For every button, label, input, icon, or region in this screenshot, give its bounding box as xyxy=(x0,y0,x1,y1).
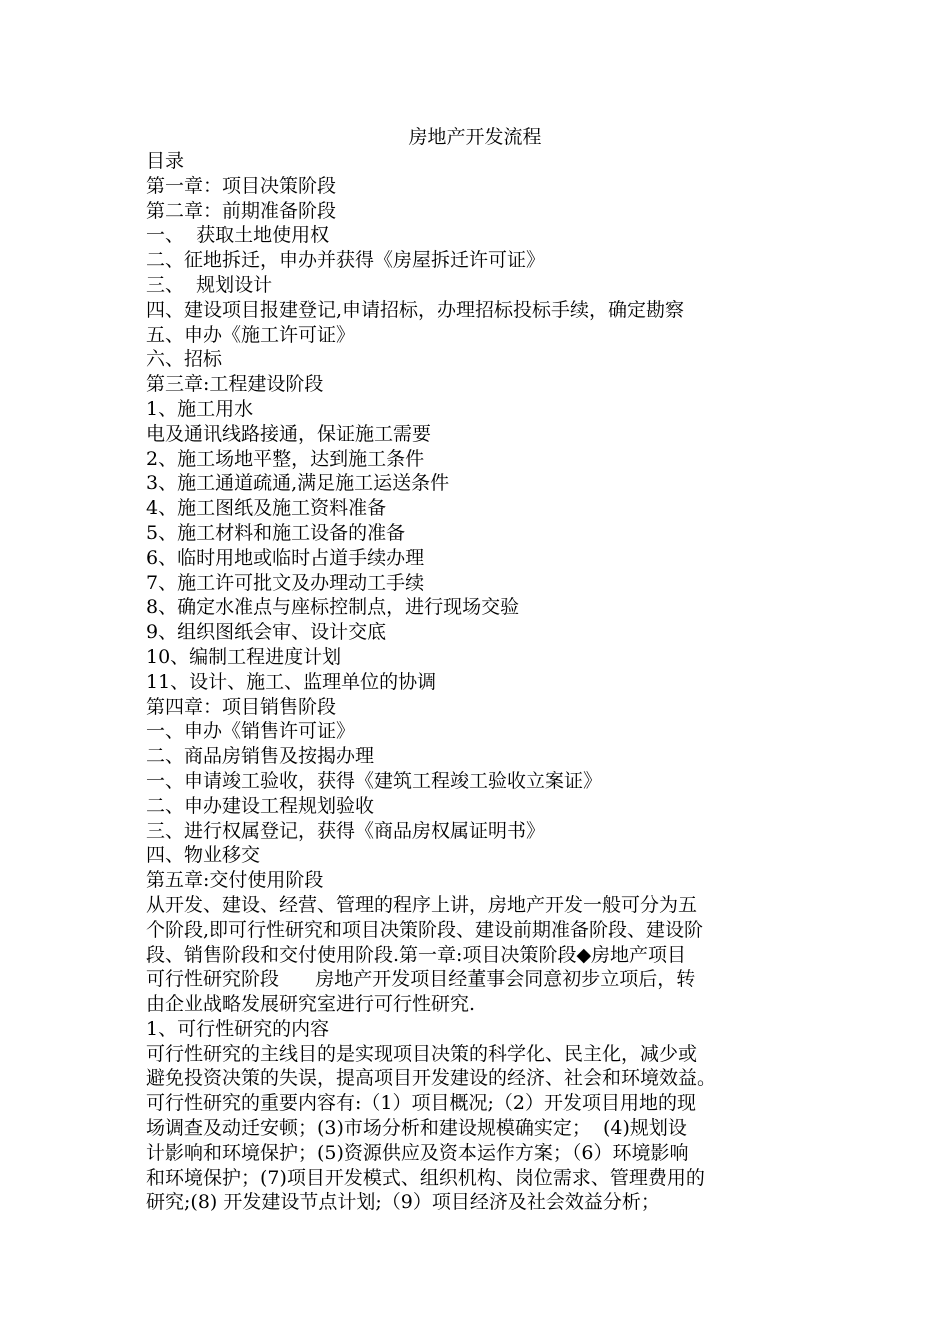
toc-item: 四、物业移交 xyxy=(146,844,261,867)
toc-chapter-5: 第五章:交付使用阶段 xyxy=(146,869,324,892)
intro-paragraph-line: 段、销售阶段和交付使用阶段.第一章:项目决策阶段◆房地产项目 xyxy=(146,943,687,966)
toc-item: 六、招标 xyxy=(146,348,223,371)
toc-item: 11、设计、施工、监理单位的协调 xyxy=(146,670,437,693)
toc-item: 三、进行权属登记，获得《商品房权属证明书》 xyxy=(146,819,546,842)
toc-item: 二、征地拆迁，申办并获得《房屋拆迁许可证》 xyxy=(146,249,546,272)
toc-item: 一、申请竣工验收，获得《建筑工程竣工验收立案证》 xyxy=(146,769,603,792)
toc-item: 6、临时用地或临时占道手续办理 xyxy=(146,546,425,569)
content-paragraph-line: 和环境保护；(7)项目开发模式、组织机构、岗位需求、管理费用的 xyxy=(146,1166,705,1189)
content-paragraph-line: 可行性研究的主线目的是实现项目决策的科学化、民主化，减少或 xyxy=(146,1042,698,1065)
content-paragraph-line: 场调查及动迁安顿；(3)市场分析和建设规模确实定； (4)规划设 xyxy=(146,1117,687,1140)
toc-item: 1、施工用水 xyxy=(146,397,254,420)
toc-item: 2、施工场地平整，达到施工条件 xyxy=(146,447,425,470)
toc-item: 5、施工材料和施工设备的准备 xyxy=(146,521,406,544)
toc-chapter-3: 第三章:工程建设阶段 xyxy=(146,373,324,396)
content-paragraph-line: 避免投资决策的失误，提高项目开发建设的经济、社会和环境效益。 xyxy=(146,1067,717,1090)
toc-chapter-4: 第四章：项目销售阶段 xyxy=(146,695,337,718)
section-heading: 1、可行性研究的内容 xyxy=(146,1017,330,1040)
intro-paragraph-line: 可行性研究阶段 房地产开发项目经董事会同意初步立项后，转 xyxy=(146,968,696,991)
document-body xyxy=(146,149,810,1215)
toc-item: 8、确定水准点与座标控制点，进行现场交验 xyxy=(146,596,520,619)
toc-chapter-1: 第一章：项目决策阶段 xyxy=(146,174,337,197)
content-paragraph-line: 计影响和环境保护；(5)资源供应及资本运作方案；（6）环境影响 xyxy=(146,1141,689,1164)
content-paragraph-line: 研究;(8) 开发建设节点计划;（9）项目经济及社会效益分析； xyxy=(146,1191,660,1214)
toc-item: 一、申办《销售许可证》 xyxy=(146,720,356,743)
toc-item: 7、施工许可批文及办理动工手续 xyxy=(146,571,425,594)
toc-item: 电及通讯线路接通，保证施工需要 xyxy=(146,422,432,445)
toc-item: 9、组织图纸会审、设计交底 xyxy=(146,621,387,644)
intro-paragraph-line: 个阶段,即可行性研究和项目决策阶段、建设前期准备阶段、建设阶 xyxy=(146,918,704,941)
toc-item: 二、商品房销售及按揭办理 xyxy=(146,745,375,768)
toc-item: 3、施工通道疏通,满足施工运送条件 xyxy=(146,472,450,495)
content-paragraph-line: 可行性研究的重要内容有:（1）项目概况;（2）开发项目用地的现 xyxy=(146,1092,696,1115)
intro-paragraph-line: 从开发、建设、经营、管理的程序上讲，房地产开发一般可分为五 xyxy=(146,893,698,916)
toc-item: 四、建设项目报建登记,申请招标，办理招标投标手续，确定勘察 xyxy=(146,298,685,321)
toc-item: 五、申办《施工许可证》 xyxy=(146,323,356,346)
toc-item: 一、 获取土地使用权 xyxy=(146,224,330,247)
toc-chapter-2: 第二章：前期准备阶段 xyxy=(146,199,337,222)
toc-heading: 目录 xyxy=(146,150,185,172)
toc-item: 4、施工图纸及施工资料准备 xyxy=(146,497,387,520)
toc-item: 二、申办建设工程规划验收 xyxy=(146,794,375,817)
intro-paragraph-line: 由企业战略发展研究室进行可行性研究. xyxy=(146,993,476,1016)
toc-item: 10、编制工程进度计划 xyxy=(146,645,342,668)
document-title: 房地产开发流程 xyxy=(408,126,542,148)
toc-item: 三、 规划设计 xyxy=(146,273,273,296)
